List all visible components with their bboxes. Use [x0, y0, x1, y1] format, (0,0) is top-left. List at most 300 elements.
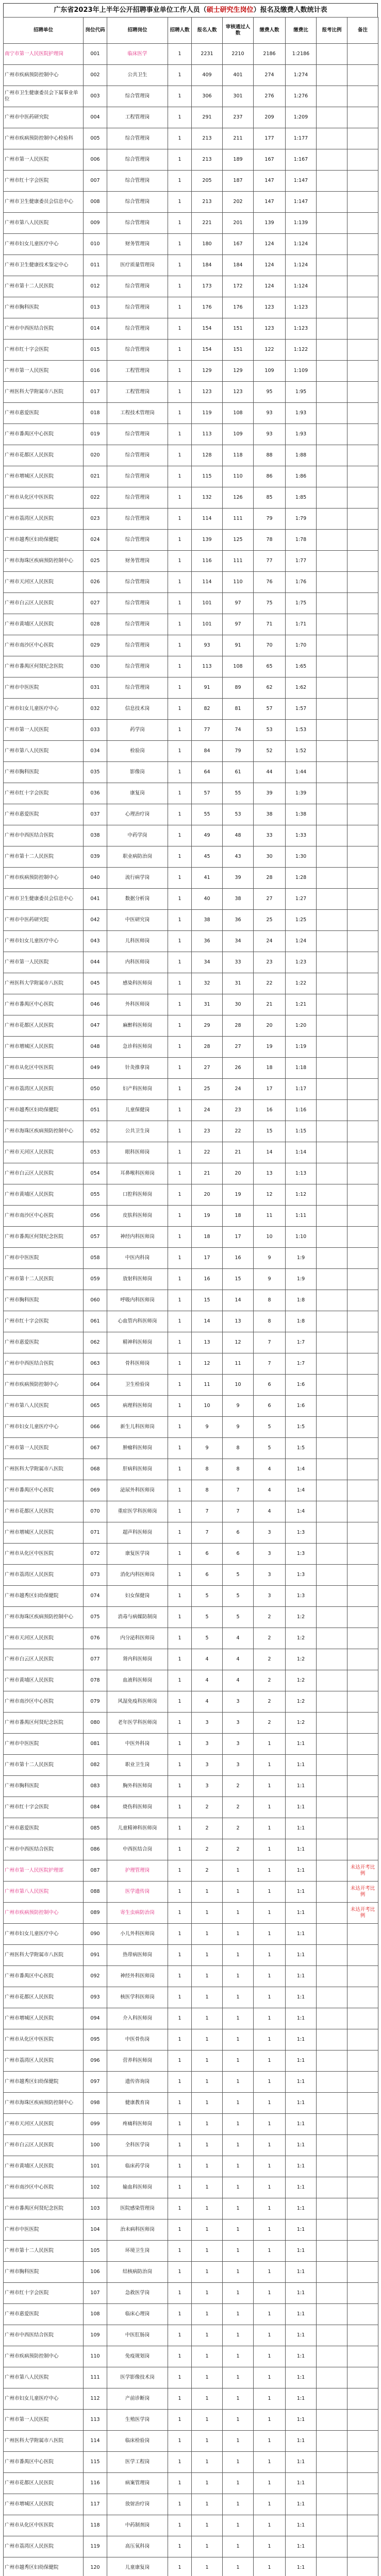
cell-position: 儿童康复岗	[107, 2557, 168, 2576]
header-applicants: 报名人数	[192, 18, 223, 44]
table-row	[4, 44, 378, 65]
cell-applicants: 1	[192, 2135, 223, 2156]
cell-paid: 1	[254, 1945, 286, 1966]
cell-position: 治未病科医师岗	[107, 2219, 168, 2241]
cell-applicants: 1	[192, 2156, 223, 2177]
cell-position: 遗传咨询岗	[107, 2072, 168, 2093]
cell-approved: 1	[223, 2008, 254, 2029]
cell-paid: 1	[254, 1797, 286, 1818]
cell-exam-ratio	[317, 1396, 347, 1417]
cell-position: 针灸推拿岗	[107, 1058, 168, 1079]
cell-quota: 1	[168, 1501, 192, 1522]
cell-unit: 广州市从化区中医医院	[4, 487, 84, 509]
cell-code: 037	[84, 804, 107, 825]
cell-position: 数据分析岗	[107, 889, 168, 910]
cell-ratio: 1:3	[286, 1544, 317, 1565]
table-row	[4, 1607, 378, 1628]
cell-quota: 1	[168, 276, 192, 297]
cell-unit: 广州市红十字会医院	[4, 1311, 84, 1332]
cell-position: 肝病科医师岗	[107, 1459, 168, 1480]
cell-unit: 广州市越秀区妇幼保健院	[4, 2557, 84, 2576]
cell-applicants: 1	[192, 2431, 223, 2452]
cell-remark	[347, 846, 378, 868]
cell-unit: 广州市从化区中医医院	[4, 2515, 84, 2536]
cell-code: 060	[84, 1290, 107, 1311]
cell-exam-ratio	[317, 1184, 347, 1206]
cell-remark	[347, 1797, 378, 1818]
cell-remark	[347, 783, 378, 804]
cell-remark: 未达开考比例	[347, 1882, 378, 1903]
cell-exam-ratio	[317, 2029, 347, 2050]
cell-paid: 3	[254, 1544, 286, 1565]
cell-remark	[347, 2304, 378, 2325]
table-row	[4, 192, 378, 213]
cell-applicants: 101	[192, 614, 223, 635]
table-row	[4, 2473, 378, 2494]
table-row	[4, 86, 378, 107]
cell-code: 104	[84, 2219, 107, 2241]
cell-remark	[347, 1565, 378, 1586]
cell-unit: 广州市番禺区中心医院	[4, 1480, 84, 1501]
cell-exam-ratio	[317, 2008, 347, 2029]
cell-ratio: 1:1	[286, 1945, 317, 1966]
cell-unit: 广州市黄埔区人民医院	[4, 1184, 84, 1206]
cell-paid: 2186	[254, 44, 286, 65]
cell-approved: 3	[223, 1691, 254, 1713]
cell-paid: 1	[254, 2515, 286, 2536]
cell-quota: 1	[168, 1713, 192, 1734]
cell-paid: 1	[254, 1987, 286, 2008]
cell-ratio: 1:6	[286, 1396, 317, 1417]
cell-exam-ratio	[317, 1375, 347, 1396]
cell-exam-ratio	[317, 1079, 347, 1100]
cell-position: 综合管理岗	[107, 192, 168, 213]
cell-position: 检验岗	[107, 741, 168, 762]
cell-applicants: 1	[192, 1945, 223, 1966]
cell-approved: 8	[223, 1438, 254, 1459]
cell-approved: 2210	[223, 44, 254, 65]
cell-quota: 1	[168, 1311, 192, 1332]
cell-position: 神经内科医师岗	[107, 1227, 168, 1248]
cell-quota: 1	[168, 825, 192, 846]
cell-ratio: 1:1	[286, 2135, 317, 2156]
table-row	[4, 1417, 378, 1438]
cell-unit: 广州市花都区人民医院	[4, 1987, 84, 2008]
cell-applicants: 113	[192, 656, 223, 677]
cell-quota: 1	[168, 213, 192, 234]
cell-unit: 广州市白云区人民医院	[4, 1163, 84, 1184]
cell-remark	[347, 2241, 378, 2262]
cell-approved: 1	[223, 1860, 254, 1882]
cell-remark	[347, 593, 378, 614]
table-row	[4, 234, 378, 255]
cell-quota: 1	[168, 572, 192, 593]
cell-paid: 16	[254, 1100, 286, 1121]
cell-unit: 广州市增城区人民医院	[4, 1522, 84, 1544]
cell-code: 075	[84, 1607, 107, 1628]
cell-remark	[347, 276, 378, 297]
cell-code: 099	[84, 2114, 107, 2135]
cell-quota: 1	[168, 994, 192, 1015]
cell-unit: 广州市疾病预防控制中心	[4, 65, 84, 86]
cell-applicants: 8	[192, 1459, 223, 1480]
cell-code: 095	[84, 2029, 107, 2050]
table-row	[4, 1015, 378, 1037]
cell-paid: 1	[254, 1776, 286, 1797]
table-row	[4, 1966, 378, 1987]
cell-position: 综合管理岗	[107, 677, 168, 699]
cell-unit: 广州医科大学附属市八医院	[4, 382, 84, 403]
cell-unit: 广州市疾病预防控制中心	[4, 2346, 84, 2367]
cell-exam-ratio	[317, 677, 347, 699]
cell-ratio: 1:77	[286, 551, 317, 572]
table-row	[4, 1839, 378, 1860]
cell-unit: 广州市南沙区中心医院	[4, 2177, 84, 2198]
cell-quota: 1	[168, 255, 192, 276]
cell-remark	[347, 1100, 378, 1121]
cell-exam-ratio	[317, 340, 347, 361]
table-row	[4, 2304, 378, 2325]
cell-remark	[347, 487, 378, 509]
cell-paid: 25	[254, 910, 286, 931]
cell-code: 098	[84, 2093, 107, 2114]
cell-approved: 172	[223, 276, 254, 297]
cell-code: 067	[84, 1438, 107, 1459]
cell-applicants: 7	[192, 1522, 223, 1544]
cell-ratio: 1:70	[286, 635, 317, 656]
cell-unit: 广州市第八人民医院	[4, 1882, 84, 1903]
cell-remark	[347, 1670, 378, 1691]
cell-approved: 201	[223, 213, 254, 234]
cell-remark	[347, 910, 378, 931]
cell-ratio: 1:1	[286, 2262, 317, 2283]
cell-exam-ratio	[317, 1628, 347, 1649]
cell-position: 综合管理岗	[107, 318, 168, 340]
cell-applicants: 213	[192, 149, 223, 171]
cell-applicants: 291	[192, 107, 223, 128]
cell-code: 032	[84, 699, 107, 720]
cell-quota: 1	[168, 361, 192, 382]
cell-position: 内分泌科医师岗	[107, 1628, 168, 1649]
cell-position: 消化内科医师岗	[107, 1565, 168, 1586]
cell-code: 082	[84, 1755, 107, 1776]
cell-approved: 22	[223, 1121, 254, 1142]
cell-position: 妇产科医师岗	[107, 1079, 168, 1100]
cell-code: 088	[84, 1882, 107, 1903]
cell-exam-ratio	[317, 2515, 347, 2536]
cell-unit: 广州市番禺区何贤纪念医院	[4, 1713, 84, 1734]
cell-applicants: 114	[192, 572, 223, 593]
cell-remark	[347, 2135, 378, 2156]
cell-ratio: 1:1	[286, 2452, 317, 2473]
cell-position: 工程技术管理岗	[107, 403, 168, 424]
cell-approved: 1	[223, 1966, 254, 1987]
cell-position: 综合管理岗	[107, 445, 168, 466]
cell-ratio: 1:1	[286, 1797, 317, 1818]
cell-code: 072	[84, 1544, 107, 1565]
cell-position: 热带病医师岗	[107, 1945, 168, 1966]
cell-paid: 2	[254, 1670, 286, 1691]
cell-unit: 广州市中医医院	[4, 1248, 84, 1269]
cell-approved: 1	[223, 1882, 254, 1903]
cell-remark	[347, 2494, 378, 2515]
cell-quota: 1	[168, 2431, 192, 2452]
cell-remark	[347, 1037, 378, 1058]
cell-quota: 1	[168, 2346, 192, 2367]
cell-quota: 1	[168, 1987, 192, 2008]
cell-code: 020	[84, 445, 107, 466]
cell-exam-ratio	[317, 910, 347, 931]
cell-ratio: 1:209	[286, 107, 317, 128]
cell-applicants: 1	[192, 2367, 223, 2388]
cell-exam-ratio	[317, 1121, 347, 1142]
cell-code: 030	[84, 656, 107, 677]
cell-remark	[347, 213, 378, 234]
cell-exam-ratio	[317, 1037, 347, 1058]
cell-remark	[347, 952, 378, 973]
cell-applicants: 7	[192, 1501, 223, 1522]
cell-code: 007	[84, 171, 107, 192]
cell-unit: 广州市卫生健康技术鉴定中心	[4, 255, 84, 276]
cell-approved: 15	[223, 1269, 254, 1290]
cell-quota: 1	[168, 1860, 192, 1882]
cell-paid: 1	[254, 2536, 286, 2557]
cell-ratio: 1:57	[286, 699, 317, 720]
table-row	[4, 2557, 378, 2576]
cell-code: 009	[84, 213, 107, 234]
cell-quota: 1	[168, 931, 192, 952]
cell-approved: 110	[223, 466, 254, 487]
cell-applicants: 213	[192, 128, 223, 149]
cell-remark	[347, 2198, 378, 2219]
cell-code: 005	[84, 128, 107, 149]
cell-exam-ratio	[317, 1015, 347, 1037]
cell-position: 麻醉科医师岗	[107, 1015, 168, 1037]
cell-ratio: 1:30	[286, 846, 317, 868]
cell-ratio: 1:11	[286, 1206, 317, 1227]
cell-approved: 27	[223, 1037, 254, 1058]
cell-position: 职业卫生岗	[107, 1755, 168, 1776]
cell-unit: 广州市第一人民医院	[4, 952, 84, 973]
table-row	[4, 445, 378, 466]
cell-exam-ratio	[317, 720, 347, 741]
cell-ratio: 1:1	[286, 2008, 317, 2029]
cell-applicants: 41	[192, 868, 223, 889]
cell-applicants: 205	[192, 171, 223, 192]
cell-code: 065	[84, 1396, 107, 1417]
table-row	[4, 1670, 378, 1691]
cell-applicants: 19	[192, 1206, 223, 1227]
cell-approved: 12	[223, 1332, 254, 1353]
cell-ratio: 1:7	[286, 1332, 317, 1353]
cell-paid: 70	[254, 635, 286, 656]
cell-code: 069	[84, 1480, 107, 1501]
cell-position: 重症医学科医师岗	[107, 1501, 168, 1522]
cell-unit: 广州市第十二人民医院	[4, 846, 84, 868]
cell-code: 077	[84, 1649, 107, 1670]
table-row	[4, 1311, 378, 1332]
cell-unit: 广州市胸科医院	[4, 1776, 84, 1797]
cell-code: 120	[84, 2557, 107, 2576]
cell-quota: 1	[168, 149, 192, 171]
cell-position: 放射科医师岗	[107, 1269, 168, 1290]
cell-ratio: 1:2	[286, 1691, 317, 1713]
cell-unit: 广州市胸科医院	[4, 297, 84, 318]
cell-code: 034	[84, 741, 107, 762]
cell-remark	[347, 551, 378, 572]
cell-approved: 21	[223, 1142, 254, 1163]
cell-ratio: 1:18	[286, 1058, 317, 1079]
cell-unit: 广州市第十二人民医院	[4, 1755, 84, 1776]
cell-paid: 38	[254, 804, 286, 825]
cell-position: 高压氧科岗	[107, 2536, 168, 2557]
cell-unit: 南宁市第一人民医院护理岗	[4, 44, 84, 65]
cell-ratio: 1:20	[286, 1015, 317, 1037]
cell-paid: 20	[254, 1015, 286, 1037]
cell-paid: 4	[254, 1480, 286, 1501]
cell-exam-ratio	[317, 44, 347, 65]
cell-applicants: 4	[192, 1691, 223, 1713]
cell-exam-ratio	[317, 1839, 347, 1860]
cell-approved: 53	[223, 804, 254, 825]
cell-unit: 广州医科大学附属市八医院	[4, 1945, 84, 1966]
cell-remark	[347, 2283, 378, 2304]
cell-code: 038	[84, 825, 107, 846]
cell-approved: 89	[223, 677, 254, 699]
cell-position: 工程管理岗	[107, 107, 168, 128]
cell-code: 064	[84, 1375, 107, 1396]
table-row	[4, 2008, 378, 2029]
cell-paid: 15	[254, 1121, 286, 1142]
cell-ratio: 1:1	[286, 2156, 317, 2177]
cell-paid: 167	[254, 149, 286, 171]
cell-approved: 1	[223, 2431, 254, 2452]
cell-quota: 1	[168, 2262, 192, 2283]
cell-position: 护理管理岗	[107, 1860, 168, 1882]
cell-ratio: 1:177	[286, 128, 317, 149]
table-row	[4, 2198, 378, 2219]
cell-quota: 1	[168, 2093, 192, 2114]
table-row	[4, 1628, 378, 1649]
cell-paid: 1	[254, 1818, 286, 1839]
cell-ratio: 1:8	[286, 1311, 317, 1332]
table-row	[4, 1058, 378, 1079]
cell-paid: 109	[254, 361, 286, 382]
cell-exam-ratio	[317, 65, 347, 86]
cell-remark	[347, 2325, 378, 2346]
title-highlight: 硕士研究生岗位	[206, 6, 254, 14]
table-row	[4, 1945, 378, 1966]
cell-paid: 147	[254, 192, 286, 213]
cell-applicants: 2	[192, 1797, 223, 1818]
cell-ratio: 1:1	[286, 1839, 317, 1860]
cell-quota: 1	[168, 614, 192, 635]
table-row	[4, 1987, 378, 2008]
cell-exam-ratio	[317, 487, 347, 509]
cell-ratio: 1:28	[286, 868, 317, 889]
cell-unit: 广州市花都区人民医院	[4, 2473, 84, 2494]
cell-quota: 1	[168, 424, 192, 445]
cell-applicants: 1	[192, 1966, 223, 1987]
cell-applicants: 10	[192, 1396, 223, 1417]
cell-applicants: 5	[192, 1607, 223, 1628]
cell-remark	[347, 1776, 378, 1797]
table-row	[4, 572, 378, 593]
header-unit: 招聘单位	[4, 18, 84, 44]
cell-ratio: 1:24	[286, 931, 317, 952]
cell-approved: 1	[223, 2473, 254, 2494]
cell-applicants: 9	[192, 1438, 223, 1459]
cell-approved: 5	[223, 1565, 254, 1586]
cell-exam-ratio	[317, 1797, 347, 1818]
table-row	[4, 1755, 378, 1776]
cell-quota: 1	[168, 1966, 192, 1987]
cell-exam-ratio	[317, 318, 347, 340]
cell-quota: 1	[168, 2557, 192, 2576]
cell-code: 031	[84, 677, 107, 699]
cell-position: 信息技术岗	[107, 699, 168, 720]
cell-applicants: 129	[192, 361, 223, 382]
cell-quota: 1	[168, 2494, 192, 2515]
table-row	[4, 1691, 378, 1713]
table-row	[4, 1121, 378, 1142]
cell-paid: 62	[254, 677, 286, 699]
cell-remark	[347, 1290, 378, 1311]
table-row	[4, 1734, 378, 1755]
cell-exam-ratio	[317, 2114, 347, 2135]
table-row	[4, 931, 378, 952]
cell-approved: 1	[223, 2219, 254, 2241]
cell-ratio: 1:1	[286, 2114, 317, 2135]
cell-unit: 广州市从化区中医医院	[4, 1058, 84, 1079]
cell-paid: 123	[254, 318, 286, 340]
cell-quota: 1	[168, 445, 192, 466]
cell-remark	[347, 825, 378, 846]
cell-unit: 广州市第八人民医院	[4, 2367, 84, 2388]
cell-position: 精神科医师岗	[107, 1332, 168, 1353]
cell-ratio: 1:123	[286, 297, 317, 318]
cell-quota: 1	[168, 1755, 192, 1776]
cell-exam-ratio	[317, 1734, 347, 1755]
cell-quota: 1	[168, 1839, 192, 1860]
cell-approved: 1	[223, 2177, 254, 2198]
cell-ratio: 1:5	[286, 1438, 317, 1459]
cell-ratio: 1:1	[286, 2410, 317, 2431]
table-row	[4, 2388, 378, 2410]
table-row	[4, 171, 378, 192]
cell-applicants: 154	[192, 340, 223, 361]
cell-remark	[347, 868, 378, 889]
cell-unit: 广州市第一人民医院护理部	[4, 1860, 84, 1882]
table-row	[4, 699, 378, 720]
cell-code: 029	[84, 635, 107, 656]
cell-approved: 108	[223, 656, 254, 677]
cell-ratio: 1:122	[286, 340, 317, 361]
cell-unit: 广州医科大学附属市八医院	[4, 2431, 84, 2452]
cell-quota: 1	[168, 2241, 192, 2262]
cell-exam-ratio	[317, 171, 347, 192]
cell-approved: 109	[223, 424, 254, 445]
cell-unit: 广州市番禺区中心医院	[4, 2452, 84, 2473]
cell-remark	[347, 614, 378, 635]
cell-remark	[347, 1375, 378, 1396]
cell-position: 儿童精神科医师岗	[107, 1818, 168, 1839]
cell-ratio: 1:3	[286, 1565, 317, 1586]
cell-quota: 1	[168, 1184, 192, 1206]
cell-paid: 21	[254, 994, 286, 1015]
cell-exam-ratio	[317, 1966, 347, 1987]
cell-quota: 1	[168, 1206, 192, 1227]
